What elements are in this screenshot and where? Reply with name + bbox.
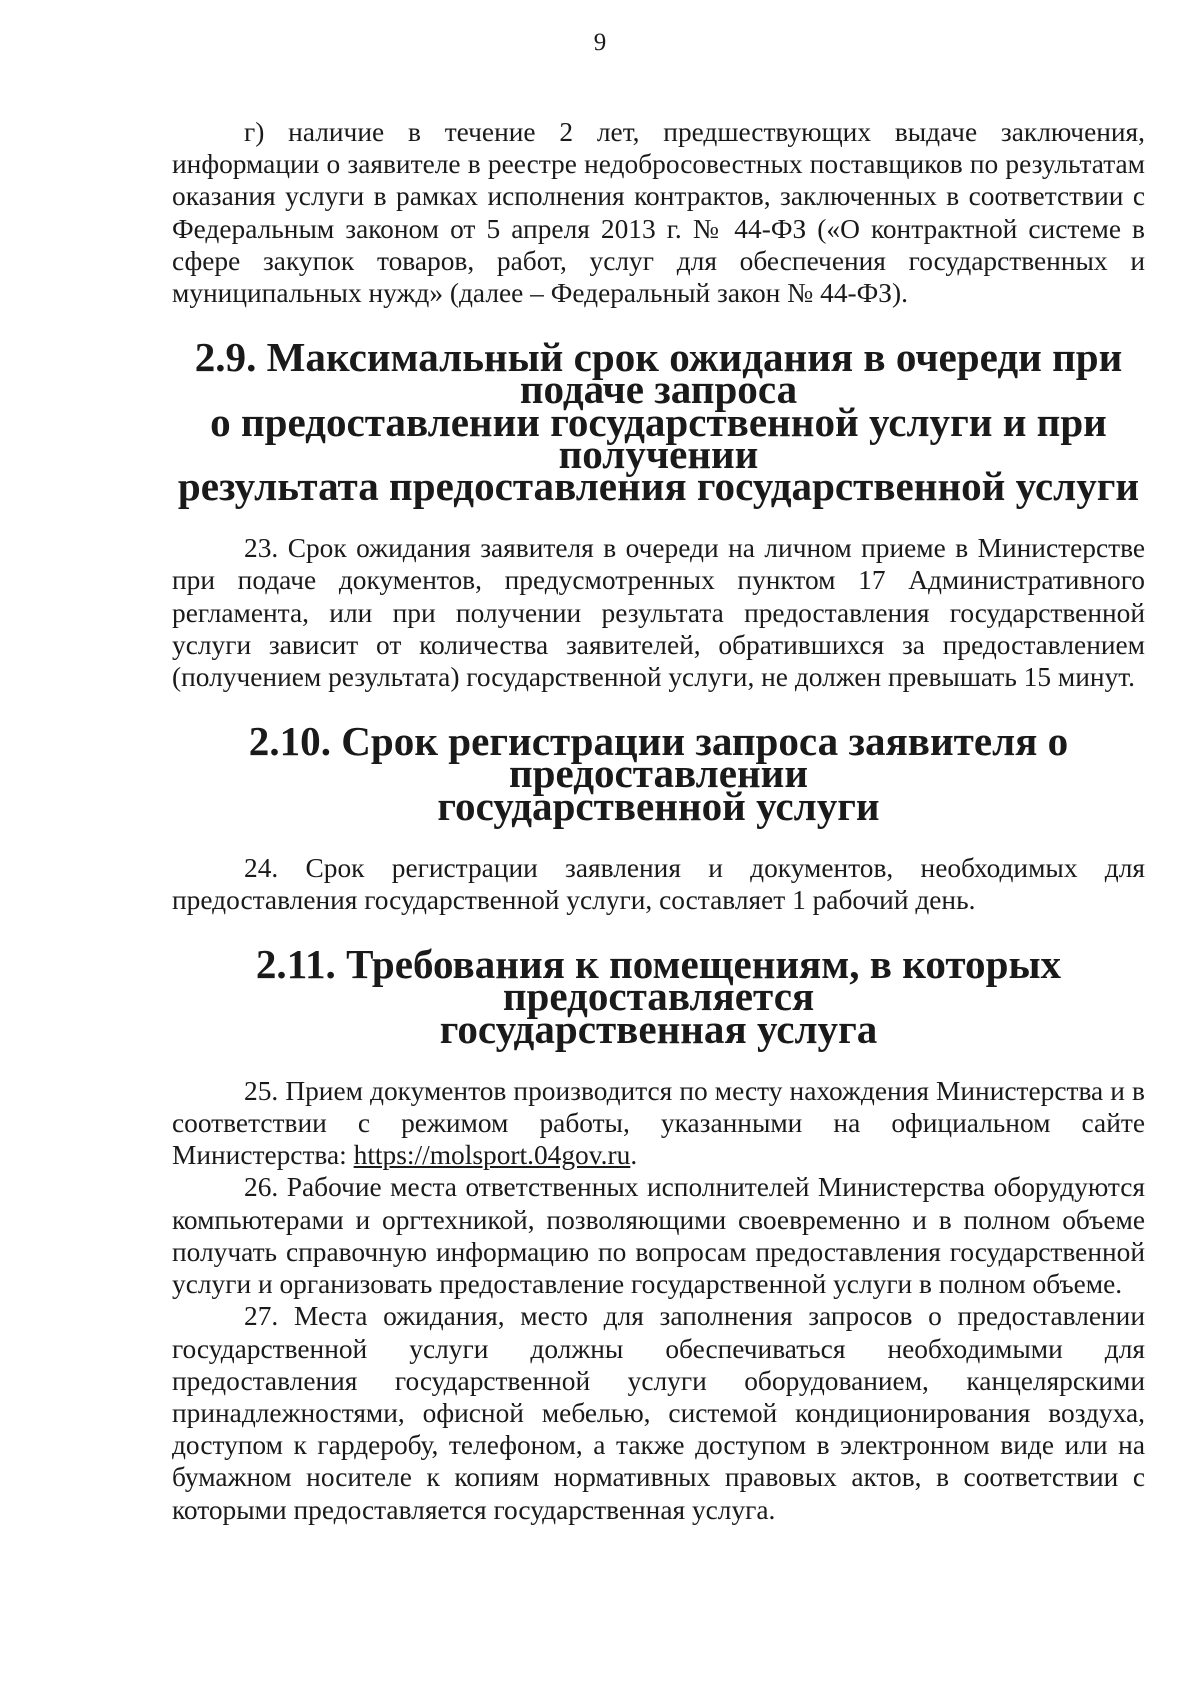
ministry-website-link[interactable]: https://molsport.04gov.ru: [353, 1140, 631, 1171]
page-number: 9: [593, 29, 607, 56]
heading-line: 2.10. Срок регистрации запроса заявителя о предоставлении: [248, 718, 1069, 797]
paragraph-27: 27. Места ожидания, место для заполнения запросов о предоставлении государственной услуги должны обеспечиваться необходимыми для предоставления государственной услуги оборудованием, канцелярскими принадлежностями, офисной мебелью, системой кондиционирования воздуха, доступом к гардеробу, телефоном, а также доступом в электронном виде или на бумажном носителе к копиям нормативных правовых актов, в соответствии с которыми предоставляется государственная услуга.: [172, 1301, 1145, 1525]
section-heading-2-9: [172, 334, 1145, 510]
paragraph-25: [172, 1075, 1145, 1172]
paragraph-25-text: 25. Прием документов производится по месту нахождения Министерства и в соответствии с режимом работы, указанными на официальном сайте Министерства:: [172, 1075, 1145, 1171]
section-heading-2-11: [172, 941, 1145, 1052]
paragraph-25-end: .: [630, 1140, 638, 1171]
paragraph-24: 24. Срок регистрации заявления и документов, необходимых для предоставления государственной услуги, составляет 1 рабочий день.: [172, 852, 1145, 916]
heading-line: результата предоставления государственной услуги: [177, 463, 1140, 510]
heading-line: 2.9. Максимальный срок ожидания в очереди при подаче запроса: [194, 334, 1123, 413]
section-heading-2-10: [172, 718, 1145, 829]
paragraph-item-g: г) наличие в течение 2 лет, предшествующих выдаче заключения, информации о заявителе в реестре недобросовестных поставщиков по результатам оказания услуги в рамках исполнения контрактов, заключенных в соответствии с Федеральным законом от 5 апреля 2013 г. № 44-ФЗ («О контрактной системе в сфере закупок товаров, работ, услуг для обеспечения государственных и муниципальных нужд» (далее – Федеральный закон № 44-ФЗ).: [172, 117, 1145, 309]
heading-line: государственной услуги: [437, 782, 880, 829]
heading-line: о предоставлении государственной услуги и при получении: [210, 398, 1107, 477]
heading-line: 2.11. Требования к помещениям, в которых предоставляется: [255, 941, 1062, 1020]
page-content: [172, 116, 1145, 1526]
paragraph-26: 26. Рабочие места ответственных исполнителей Министерства оборудуются компьютерами и оргтехникой, позволяющими своевременно и в полном объеме получать справочную информацию по вопросам предоставления государственной услуги и организовать предоставление государственной услуги в полном объеме.: [172, 1172, 1145, 1300]
heading-line: государственная услуга: [439, 1005, 878, 1052]
paragraph-23: 23. Срок ожидания заявителя в очереди на личном приеме в Министерстве при подаче документов, предусмотренных пунктом 17 Административного регламента, или при получении результата предоставления государственной услуги зависит от количества заявителей, обратившихся за предоставлением (получением результата) государственной услуги, не должен превышать 15 минут.: [172, 533, 1145, 693]
